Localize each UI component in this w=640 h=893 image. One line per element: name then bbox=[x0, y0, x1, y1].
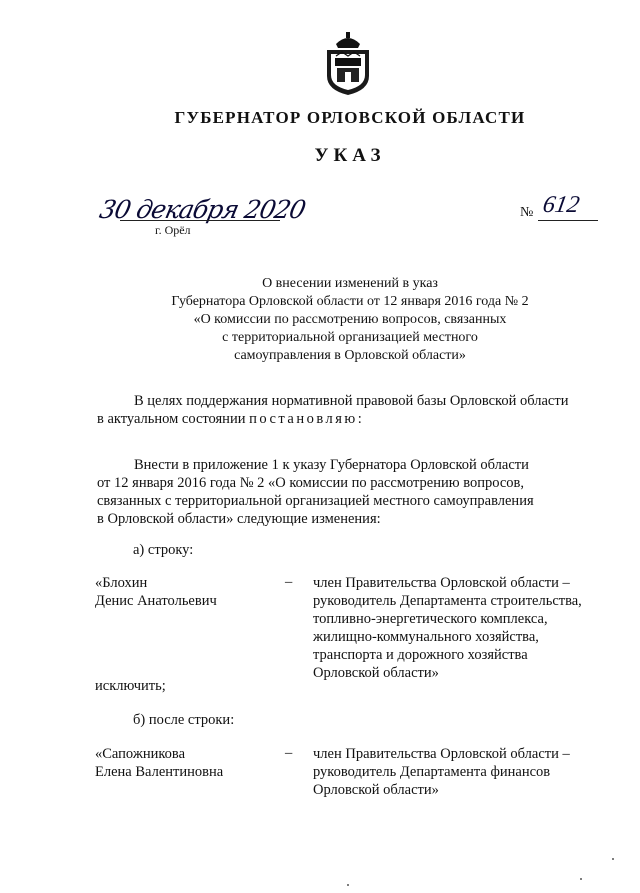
preamble-line-end: : bbox=[357, 411, 362, 427]
name-line: «Блохин bbox=[95, 575, 148, 591]
handwritten-date: 30 декабря 2020 bbox=[96, 195, 308, 224]
item-b-description bbox=[313, 745, 570, 799]
coat-of-arms-icon bbox=[322, 30, 374, 96]
desc-line: руководитель Департамента финансов bbox=[313, 764, 551, 780]
desc-line: жилищно-коммунального хозяйства, bbox=[313, 629, 539, 645]
item-a-description bbox=[313, 574, 582, 682]
desc-line: Орловской области» bbox=[313, 782, 439, 798]
body-line: от 12 января 2016 года № 2 «О комиссии по рассмотрению вопросов, bbox=[97, 475, 524, 491]
desc-line: Орловской области» bbox=[313, 665, 439, 681]
body-paragraph bbox=[97, 456, 597, 528]
body-line: в Орловской области» следующие изменения: bbox=[97, 511, 381, 527]
name-line: Денис Анатольевич bbox=[95, 593, 217, 609]
org-heading: ГУБЕРНАТОР ОРЛОВСКОЙ ОБЛАСТИ bbox=[174, 108, 526, 127]
title-line: О внесении изменений в указ bbox=[262, 276, 438, 291]
name-line: «Сапожникова bbox=[95, 746, 186, 762]
desc-line: топливно-энергетического комплекса, bbox=[313, 611, 548, 627]
desc-line: член Правительства Орловской области – bbox=[313, 746, 570, 762]
title-line: с территориальной организацией местного bbox=[222, 330, 478, 345]
title-line: «О комиссии по рассмотрению вопросов, связанных bbox=[193, 312, 507, 327]
title-line: самоуправления в Орловской области» bbox=[234, 348, 466, 363]
document-title bbox=[0, 275, 640, 365]
doc-type-heading: УКАЗ bbox=[314, 145, 386, 166]
item-a-action: исключить; bbox=[95, 678, 166, 694]
preamble-paragraph bbox=[97, 392, 597, 428]
body-line: Внести в приложение 1 к указу Губернатора Орловской области bbox=[134, 457, 529, 473]
item-b-label: б) после строки: bbox=[133, 712, 235, 728]
body-line: связанных с территориальной организацией местного самоуправления bbox=[97, 493, 534, 509]
item-a-label: а) строку: bbox=[133, 542, 194, 558]
item-b-name bbox=[95, 745, 223, 781]
city-label: г. Орёл bbox=[155, 223, 191, 237]
scan-speck bbox=[612, 858, 614, 860]
scan-speck bbox=[580, 878, 582, 880]
item-a-name bbox=[95, 574, 217, 610]
preamble-line-start: в актуальном состоянии bbox=[97, 411, 250, 427]
number-label: № bbox=[520, 205, 534, 220]
title-line: Губернатора Орловской области от 12 января 2016 года № 2 bbox=[171, 294, 529, 309]
name-line: Елена Валентиновна bbox=[95, 764, 224, 780]
preamble-line: В целях поддержания нормативной правовой базы Орловской области bbox=[134, 393, 569, 409]
scan-speck bbox=[347, 884, 349, 886]
decree-verb: постановляю bbox=[249, 411, 358, 427]
desc-line: член Правительства Орловской области – bbox=[313, 575, 570, 591]
item-b-dash: – bbox=[285, 745, 293, 761]
desc-line: транспорта и дорожного хозяйства bbox=[313, 647, 528, 663]
date-underline bbox=[120, 220, 280, 221]
item-a-dash: – bbox=[285, 574, 293, 590]
desc-line: руководитель Департамента строительства, bbox=[313, 593, 582, 609]
handwritten-number: 612 bbox=[540, 192, 582, 218]
number-underline bbox=[538, 220, 598, 221]
